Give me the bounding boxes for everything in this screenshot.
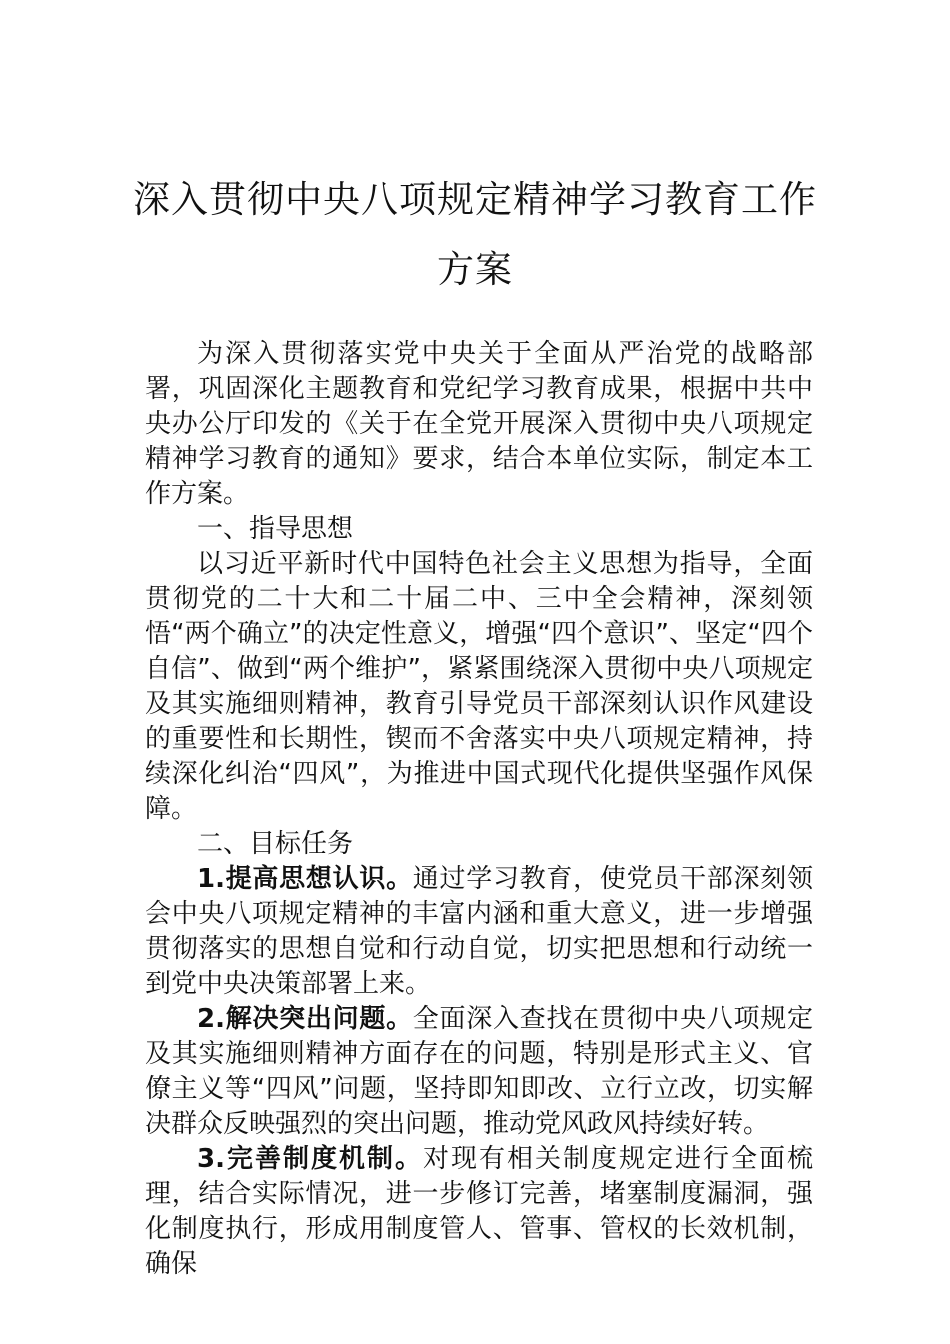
goal-item-3-title: 3.完善制度机制。 [197, 1144, 423, 1174]
goal-item-1-title: 1.提高思想认识。 [197, 864, 413, 894]
document-title-line-1: 深入贯彻中央八项规定精神学习教育工作 [133, 178, 817, 221]
section-heading-guiding-thought: 一、指导思想 [197, 514, 354, 544]
goal-item-3 [145, 1142, 813, 1282]
guiding-thought-paragraph: 以习近平新时代中国特色社会主义思想为指导，全面贯彻党的二十大和二十届二中、三中全会精神，深刻领悟“两个确立”的决定性意义，增强“四个意识”、坚定“四个自信”、做到“两个维护”，紧紧围绕深入贯彻中央八项规定及其实施细则精神，教育引导党员干部深刻认识作风建设的重要性和长期性，锲而不舍落实中央八项规定精神，持续深化纠治“四风”，为推进中国式现代化提供坚强作风保障。 [145, 549, 813, 824]
goal-item-2-title: 2.解决突出问题。 [197, 1004, 413, 1034]
goal-item-2-text: 全面深入查找在贯彻中央八项规定及其实施细则精神方面存在的问题，特别是形式主义、官僚主义等“四风”问题，坚持即知即改、立行立改，切实解决群众反映强烈的突出问题，推动党风政风持续好转。 [145, 1004, 813, 1139]
goal-item-1 [145, 862, 813, 1002]
goal-item-3-text: 对现有相关制度规定进行全面梳理，结合实际情况，进一步修订完善，堵塞制度漏洞，强化制度执行，形成用制度管人、管事、管权的长效机制，确保 [145, 1144, 813, 1279]
intro-paragraph: 为深入贯彻落实党中央关于全面从严治党的战略部署，巩固深化主题教育和党纪学习教育成果，根据中共中央办公厅印发的《关于在全党开展深入贯彻中央八项规定精神学习教育的通知》要求，结合本单位实际，制定本工作方案。 [145, 339, 813, 509]
document-body [145, 337, 813, 1282]
document-title-line-2: 方案 [437, 248, 513, 291]
section-heading-goals: 二、目标任务 [197, 829, 354, 859]
goal-item-2 [145, 1002, 813, 1142]
goal-item-1-text: 通过学习教育，使党员干部深刻领会中央八项规定精神的丰富内涵和重大意义，进一步增强贯彻落实的思想自觉和行动自觉，切实把思想和行动统一到党中央决策部署上来。 [145, 864, 813, 999]
